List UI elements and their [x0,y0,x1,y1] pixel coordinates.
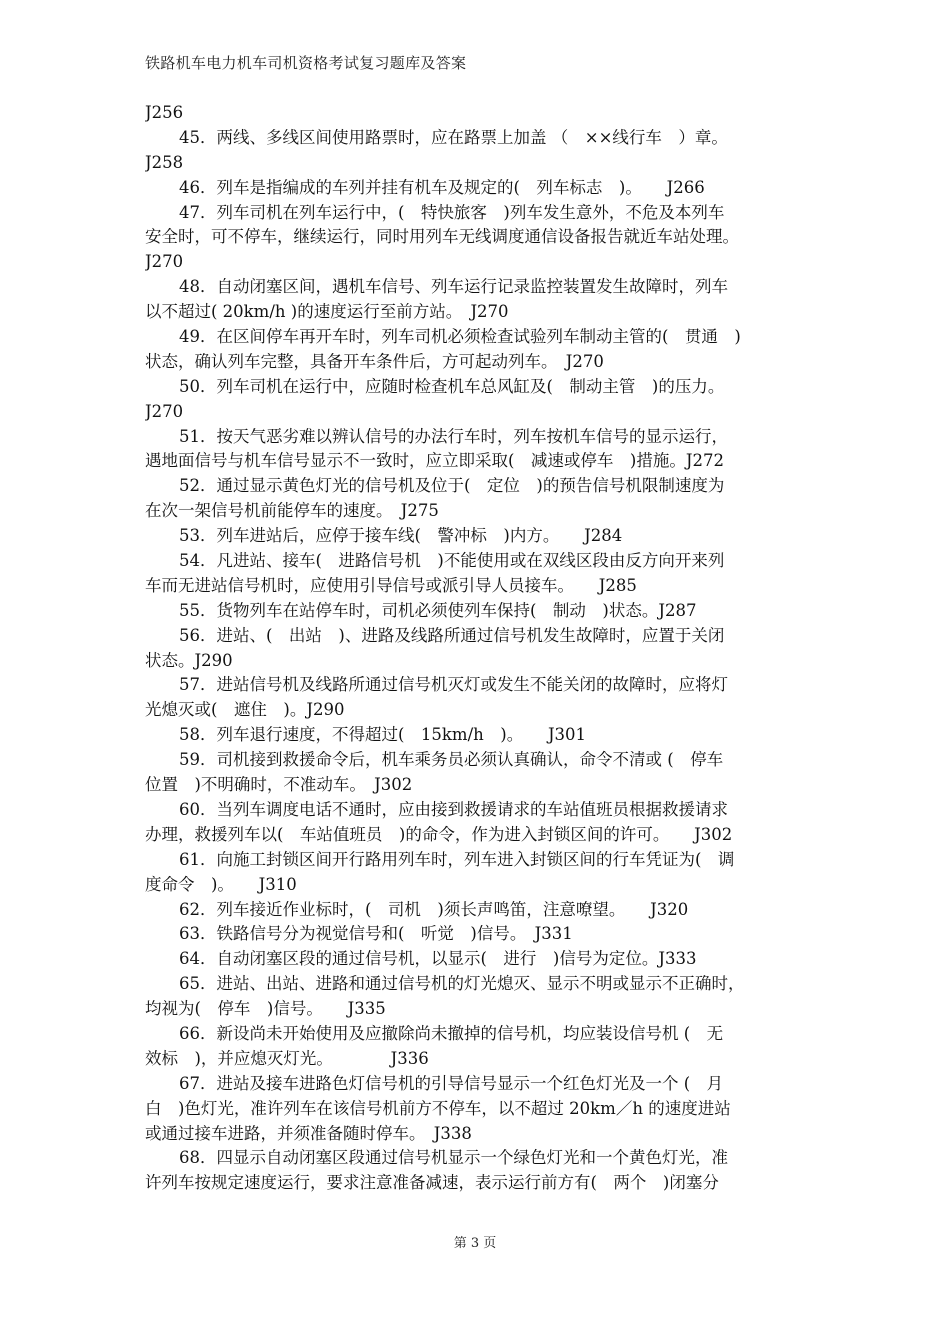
text-line: 效标 )，并应熄灭灯光。 J336 [145,1048,429,1068]
text-line: 位置 )不明确时，不准动车。 J302 [145,775,413,795]
text-line: 62．列车接近作业标时，( 司机 )须长声鸣笛，注意嘹望。 J320 [179,899,689,919]
page-footer: 第 3 页 [453,1236,497,1251]
text-line: 状态。J290 [145,650,233,670]
text-line: 60．当列车调度电话不通时，应由接到救援请求的车站值班员根据救援请求 [179,799,728,819]
text-line: 55．货物列车在站停车时，司机必须使列车保持( 制动 )状态。J287 [179,600,697,620]
text-line: 48．自动闭塞区间，遇机车信号、列车运行记录监控装置发生故障时，列车 [179,277,728,297]
text-line: 54．凡进站、接车( 进路信号机 )不能使用或在双线区段由反方向开来列 [179,551,725,571]
text-line: 64．自动闭塞区段的通过信号机，以显示( 进行 )信号为定位。J333 [179,949,697,969]
text-line: 65．进站、出站、进路和通过信号机的灯光熄灭、显示不明或显示不正确时， [179,974,745,994]
text-line: 安全时，可不停车，继续运行，同时用列车无线调度通信设备报告就近车站处理。 [145,227,739,247]
page-header: 铁路机车电力机车司机资格考试复习题库及答案 [145,54,467,72]
text-line: 53．列车进站后，应停于接车线( 警冲标 )内方。 J284 [179,526,623,546]
text-line: 状态，确认列车完整，具备开车条件后，方可起动列车。 J270 [145,351,604,371]
text-line: 61．向施工封锁区间开行路用列车时，列车进入封锁区间的行车凭证为( 调 [179,849,735,869]
text-line: 46．列车是指编成的车列并挂有机车及规定的( 列车标志 )。 J266 [179,177,705,197]
text-line: 车而无进站信号机时，应使用引导信号或派引导人员接车。 J285 [145,575,637,595]
text-line: 度命令 )。 J310 [145,874,297,894]
document-body [145,101,815,1196]
text-line: 50．列车司机在运行中，应随时检查机车总风缸及( 制动主管 )的压力。 [179,376,725,396]
text-line: 51．按天气恶劣难以辨认信号的办法行车时，列车按机车信号的显示运行， [179,426,728,446]
text-line: J270 [145,401,184,421]
text-line: 67．进站及接车进路色灯信号机的引导信号显示一个红色灯光及一个 ( 月 [179,1073,724,1093]
text-line: 遇地面信号与机车信号显示不一致时，应立即采取( 减速或停车 )措施。J272 [145,451,724,471]
text-line: J256 [145,103,184,122]
text-line: 63．铁路信号分为视觉信号和( 听觉 )信号。 J331 [179,924,573,944]
text-line: J270 [145,252,184,272]
text-line: 56．进站、( 出站 )、进路及线路所通过信号机发生故障时，应置于关闭 [179,625,725,645]
text-line: 66．新设尚未开始使用及应撤除尚未撤掉的信号机，均应装设信号机 ( 无 [179,1023,724,1043]
text-line: 或通过接车进路，并须准备随时停车。 J338 [145,1123,472,1143]
text-line: 59．司机接到救援命令后，机车乘务员必须认真确认，命令不清或 ( 停车 [179,750,724,770]
text-line: 在次一架信号机前能停车的速度。 J275 [145,501,439,521]
text-line: 58．列车退行速度，不得超过( 15km/h )。 J301 [179,725,587,745]
text-line: 45．两线、多线区间使用路票时，应在路票上加盖 （ ××线行车 ）章。 [179,127,728,147]
text-line: 办理，救援列车以( 车站值班员 )的命令，作为进入封锁区间的许可。 J302 [145,824,733,844]
text-line: 以不超过( 20km/h )的速度运行至前方站。 J270 [145,302,509,322]
text-line: 47．列车司机在列车运行中，( 特快旅客 )列车发生意外，不危及本列车 [179,202,725,222]
text-line: 52．通过显示黄色灯光的信号机及位于( 定位 )的预告信号机限制速度为 [179,476,725,496]
text-line: 白 )色灯光，准许列车在该信号机前方不停车，以不超过 20km／h 的速度进站 [145,1098,731,1118]
text-line: 57．进站信号机及线路所通过信号机灭灯或发生不能关闭的故障时，应将灯 [179,675,728,695]
text-line: J258 [145,152,184,172]
text-line: 68．四显示自动闭塞区段通过信号机显示一个绿色灯光和一个黄色灯光，准 [179,1148,728,1168]
text-line: 均视为( 停车 )信号。 J335 [145,999,386,1019]
text-line: 许列车按规定速度运行，要求注意准备减速，表示运行前方有( 两个 )闭塞分 [145,1173,719,1193]
text-line: 光熄灭或( 遮住 )。J290 [145,700,345,720]
text-line: 49．在区间停车再开车时，列车司机必须检查试验列车制动主管的( 贯通 ) [179,327,741,347]
